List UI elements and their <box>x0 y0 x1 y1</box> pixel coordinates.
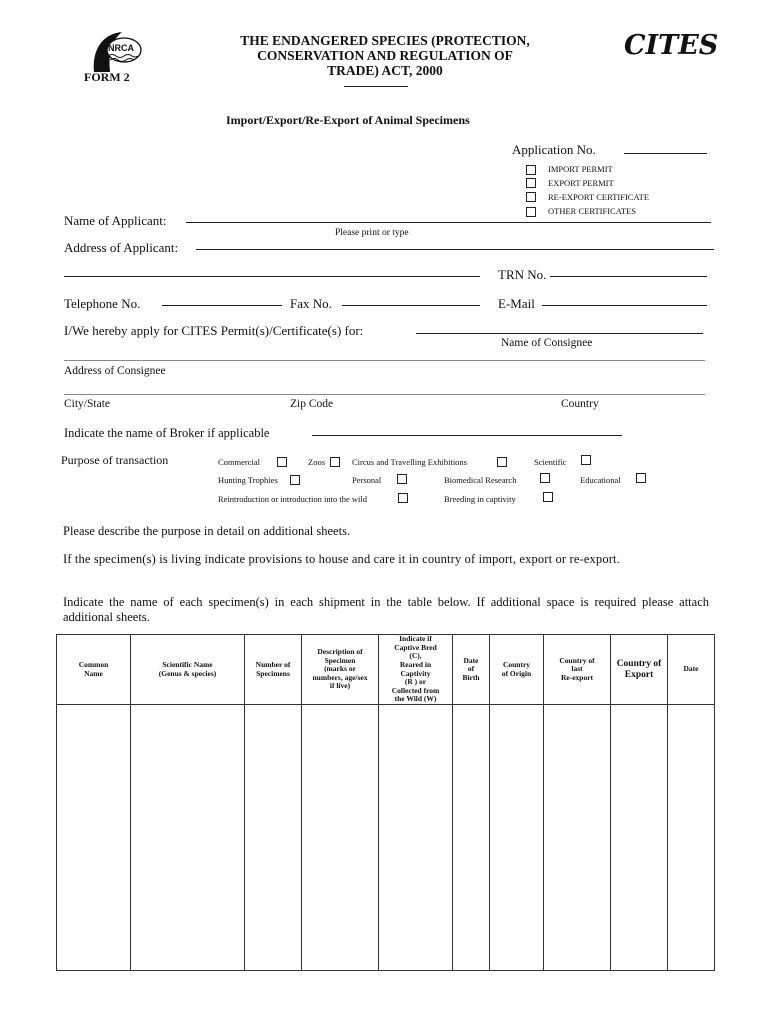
applicant-address-field-2[interactable] <box>64 276 480 277</box>
re-export-certificate-label: RE-EXPORT CERTIFICATE <box>548 192 650 202</box>
applicant-address-label: Address of Applicant: <box>64 240 179 255</box>
other-certificates-checkbox[interactable] <box>526 207 536 217</box>
city-state-label: City/State <box>64 398 110 410</box>
header-date: Date <box>668 635 715 705</box>
export-permit-checkbox[interactable] <box>526 178 536 188</box>
applicant-name-label: Name of Applicant: <box>64 213 167 228</box>
header-common-name: Common Name <box>57 635 131 705</box>
country-label: Country <box>561 398 599 410</box>
act-title-line-1: THE ENDANGERED SPECIES (PROTECTION, <box>240 33 530 48</box>
email-label: E-Mail <box>498 296 535 311</box>
zip-code-label: Zip Code <box>290 398 334 410</box>
purpose-personal-label: Personal <box>352 475 382 485</box>
source-indicator-cell[interactable] <box>379 705 453 971</box>
act-title <box>190 33 580 78</box>
header-number-of-specimens: Number of Specimens <box>245 635 302 705</box>
purpose-zoos-label: Zoos <box>308 457 325 467</box>
re-export-certificate-checkbox[interactable] <box>526 192 536 202</box>
header-source-indicator: Indicate if Captive Bred (C), Reared in Captivity (R ) or Collected from the Wild (W) <box>379 635 453 705</box>
import-permit-label: IMPORT PERMIT <box>548 164 613 174</box>
consignee-name-field[interactable] <box>64 360 705 361</box>
import-permit-checkbox[interactable] <box>526 165 536 175</box>
date-of-birth-cell[interactable] <box>453 705 490 971</box>
purpose-reintroduction-checkbox[interactable] <box>398 493 408 503</box>
consignee-name-label: Name of Consignee <box>501 337 593 349</box>
purpose-reintroduction-label: Reintroduction or introduction into the wild <box>218 494 367 504</box>
number-of-specimens-cell[interactable] <box>245 705 302 971</box>
print-hint: Please print or type <box>335 228 409 238</box>
purpose-scientific-checkbox[interactable] <box>581 455 591 465</box>
purpose-hunting-checkbox[interactable] <box>290 475 300 485</box>
instruction-purpose-detail: Please describe the purpose in detail on additional sheets. <box>63 524 351 538</box>
instruction-living-specimen: If the specimen(s) is living indicate provisions to house and care it in country of import, export or re-export. <box>63 552 620 566</box>
form-label: FORM 2 <box>84 70 130 84</box>
purpose-commercial-checkbox[interactable] <box>277 457 287 467</box>
applicant-address-field[interactable] <box>196 249 714 250</box>
title-underline <box>344 86 408 87</box>
purpose-biomedical-label: Biomedical Research <box>444 475 517 485</box>
permit-type-field[interactable] <box>416 333 703 334</box>
description-cell[interactable] <box>302 705 379 971</box>
telephone-field[interactable] <box>162 305 282 306</box>
country-last-reexport-cell[interactable] <box>544 705 611 971</box>
purpose-commercial-label: Commercial <box>218 457 261 467</box>
telephone-label: Telephone No. <box>64 296 141 311</box>
table-row <box>57 705 715 971</box>
application-number-label: Application No. <box>512 142 596 157</box>
purpose-circus-label: Circus and Travelling Exhibitions <box>352 457 467 467</box>
header-date-of-birth: Date of Birth <box>453 635 490 705</box>
cites-logo <box>624 26 719 66</box>
act-title-line-2: CONSERVATION AND REGULATION OF <box>257 48 513 63</box>
trn-field[interactable] <box>550 276 707 277</box>
act-title-line-3: TRADE) ACT, 2000 <box>327 63 443 78</box>
form-subtitle: Import/Export/Re-Export of Animal Specimens <box>226 113 470 127</box>
purpose-circus-checkbox[interactable] <box>497 457 507 467</box>
application-number-field[interactable] <box>624 153 707 154</box>
common-name-cell[interactable] <box>57 705 131 971</box>
specimen-table <box>56 634 715 971</box>
broker-label: Indicate the name of Broker if applicable <box>64 426 270 440</box>
purpose-label: Purpose of transaction <box>61 453 169 467</box>
purpose-biomedical-checkbox[interactable] <box>540 473 550 483</box>
specimen-table-header-row <box>57 635 715 705</box>
consignee-address-field[interactable] <box>64 394 705 395</box>
broker-field[interactable] <box>312 435 622 436</box>
purpose-hunting-label: Hunting Trophies <box>218 475 278 485</box>
header-scientific-name: Scientific Name (Genus & species) <box>131 635 245 705</box>
purpose-zoos-checkbox[interactable] <box>330 457 340 467</box>
cites-logo-text: CITES <box>624 30 719 61</box>
purpose-educational-checkbox[interactable] <box>636 473 646 483</box>
country-of-origin-cell[interactable] <box>490 705 544 971</box>
trn-label: TRN No. <box>498 267 547 282</box>
email-field[interactable] <box>542 305 707 306</box>
consignee-address-label: Address of Consignee <box>64 365 166 377</box>
fax-field[interactable] <box>342 305 480 306</box>
purpose-educational-label: Educational <box>580 475 621 485</box>
header-description: Description of Specimen (marks or numbers, age/sex if live) <box>302 635 379 705</box>
header-country-of-export: Country of Export <box>611 635 668 705</box>
purpose-scientific-label: Scientific <box>534 457 567 467</box>
country-of-export-cell[interactable] <box>611 705 668 971</box>
date-cell[interactable] <box>668 705 715 971</box>
export-permit-label: EXPORT PERMIT <box>548 178 614 188</box>
purpose-breeding-checkbox[interactable] <box>543 492 553 502</box>
instruction-specimen-table: Indicate the name of each specimen(s) in each shipment in the table below. If additional space is required please attach additional sheets. <box>63 595 709 624</box>
header-country-last-reexport: Country of last Re-export <box>544 635 611 705</box>
nrca-logo-text: NRCA <box>108 43 134 53</box>
purpose-personal-checkbox[interactable] <box>397 474 407 484</box>
header-country-of-origin: Country of Origin <box>490 635 544 705</box>
purpose-breeding-label: Breeding in captivity <box>444 494 516 504</box>
apply-statement: I/We hereby apply for CITES Permit(s)/Certificate(s) for: <box>64 323 364 338</box>
applicant-name-field[interactable] <box>186 222 711 223</box>
fax-label: Fax No. <box>290 296 332 311</box>
other-certificates-label: OTHER CERTIFICATES <box>548 206 637 216</box>
scientific-name-cell[interactable] <box>131 705 245 971</box>
